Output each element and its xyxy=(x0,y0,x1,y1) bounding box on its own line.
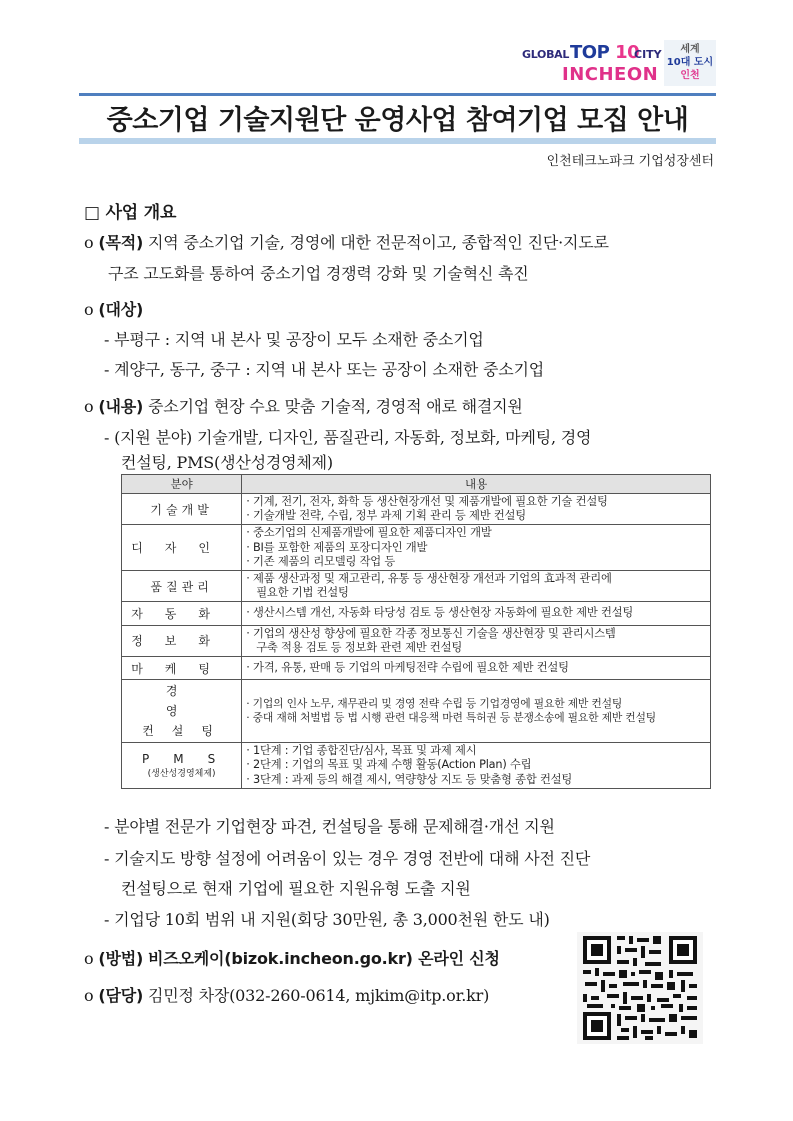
content-line: 구축 적용 검토 등 정보화 관련 제반 컨설팅 xyxy=(256,640,463,654)
global-top10-city-logo xyxy=(522,40,720,88)
field-content xyxy=(242,657,711,680)
content-line: · 기업의 인사 노무, 재무관리 및 경영 전략 수립 등 기업경영에 필요한 제반 컨설팅 xyxy=(246,697,623,711)
title-bottom-band xyxy=(79,138,716,144)
contact-line xyxy=(84,983,489,1006)
table-row xyxy=(122,602,711,625)
field-content xyxy=(242,743,711,789)
content-line: · 기계, 전기, 전자, 화학 등 생산현장개선 및 제품개발에 필요한 기술 컨설팅 xyxy=(246,495,608,508)
table-row xyxy=(122,680,711,743)
content-line: · BI를 포함한 제품의 포장디자인 개발 xyxy=(246,540,428,554)
qr-code-icon xyxy=(577,932,703,1044)
field-name-line1: PMS xyxy=(142,752,240,767)
logo-badge xyxy=(664,40,716,86)
header-content: 내용 xyxy=(242,475,711,494)
content-line: · 가격, 유통, 판매 등 기업의 마케팅전략 수립에 필요한 제반 컨설팅 xyxy=(246,661,569,675)
table-row xyxy=(122,525,711,571)
field-name: 디자인 xyxy=(122,525,242,571)
target-item2: - 계양구, 동구, 중구 : 지역 내 본사 또는 공장이 소재한 중소기업 xyxy=(104,360,545,379)
field-name-line2: (생산성경영체제) xyxy=(147,769,216,780)
table-row xyxy=(122,494,711,525)
bullet: o xyxy=(84,397,94,416)
content-line: · 2단계 : 기업의 목표 및 과제 수행 활동(Action Plan) 수립 xyxy=(246,758,532,772)
target-heading xyxy=(84,297,143,320)
field-content xyxy=(242,494,711,525)
content-line: · 중소기업의 신제품개발에 필요한 제품디자인 개발 xyxy=(246,526,492,540)
logo-top-text xyxy=(570,42,639,63)
badge-line3: 인천 xyxy=(680,70,700,81)
title-top-rule xyxy=(79,93,716,96)
content-line: · 기존 제품의 리모델링 작업 등 xyxy=(246,554,396,568)
method-label: (방법) xyxy=(98,949,144,968)
header-field: 분야 xyxy=(122,475,242,494)
logo-top-word: TOP xyxy=(570,42,610,63)
purpose-text: 지역 중소기업 기술, 경영에 대한 전문적이고, 종합적인 진단·지도로 xyxy=(147,233,609,252)
logo-incheon-text: INCHEON xyxy=(562,64,659,85)
bullet: o xyxy=(84,949,94,968)
table-row xyxy=(122,571,711,602)
bullet: o xyxy=(84,300,94,319)
target-label: (대상) xyxy=(98,300,144,319)
after-table-item2-line2: 컨설팅으로 현재 기업에 필요한 지원유형 도출 지원 xyxy=(121,879,471,898)
table-header-row xyxy=(122,475,711,494)
contact-label: (담당) xyxy=(98,986,144,1005)
section-heading: □ 사업 개요 xyxy=(84,203,177,223)
organization-name: 인천테크노파크 기업성장센터 xyxy=(546,154,714,169)
logo-ten: 10 xyxy=(615,42,640,63)
field-content xyxy=(242,680,711,743)
logo-global-text: GLOBAL xyxy=(522,48,570,61)
badge-line1: 세계 xyxy=(680,44,700,55)
after-table-item2-line1: - 기술지도 방향 설정에 어려움이 있는 경우 경영 전반에 대해 사전 진단 xyxy=(104,849,591,868)
table-row xyxy=(122,625,711,656)
contents-text: 중소기업 현장 수요 맞춤 기술적, 경영적 애로 해결지원 xyxy=(147,397,523,416)
bullet: o xyxy=(84,986,94,1005)
field-content xyxy=(242,625,711,656)
field-name: 마케팅 xyxy=(122,657,242,680)
purpose-line2: 구조 고도화를 통하여 중소기업 경쟁력 강화 및 기술혁신 촉진 xyxy=(108,264,529,283)
fields-line2: 컨설팅, PMS(생산성경영체제) xyxy=(121,453,333,472)
method-line xyxy=(84,946,500,969)
contact-text: 김민정 차장(032-260-0614, mjkim@itp.or.kr) xyxy=(147,986,490,1005)
field-name: 정보화 xyxy=(122,625,242,656)
contents-line xyxy=(84,394,523,417)
badge-line2: 10대 도시 xyxy=(666,57,714,68)
bullet: o xyxy=(84,233,94,252)
purpose-line1 xyxy=(84,230,609,253)
support-fields-table xyxy=(121,474,711,789)
content-line: · 1단계 : 기업 종합진단/심사, 목표 및 과제 제시 xyxy=(246,744,477,758)
field-name xyxy=(122,743,242,789)
contents-label: (내용) xyxy=(98,397,144,416)
fields-line1: - (지원 분야) 기술개발, 디자인, 품질관리, 자동화, 정보화, 마케팅, 경영 xyxy=(104,428,592,447)
content-line: · 제품 생산과정 및 재고관리, 유통 등 생산현장 개선과 기업의 효과적 관리에 xyxy=(246,572,612,586)
field-name-line2: 컨설팅 xyxy=(142,724,231,739)
content-line: · 중대 재해 처벌법 등 법 시행 관련 대응책 마련 특허권 등 분쟁소송에 필요한 제반 컨설팅 xyxy=(246,711,656,725)
content-line: · 생산시스템 개선, 자동화 타당성 검토 등 생산현장 자동화에 필요한 제반 컨설팅 xyxy=(246,606,634,620)
field-name: 자동화 xyxy=(122,602,242,625)
field-name-line1: 경영 xyxy=(165,684,218,719)
field-name: 품질관리 xyxy=(122,571,242,602)
method-text: 비즈오케이(bizok.incheon.go.kr) 온라인 신청 xyxy=(147,949,500,968)
after-table-item3: - 기업당 10회 범위 내 지원(회당 30만원, 총 3,000천원 한도 내) xyxy=(104,910,550,929)
field-content xyxy=(242,602,711,625)
logo-city-text: CITY xyxy=(634,48,662,61)
purpose-label: (목적) xyxy=(98,233,144,252)
field-name xyxy=(122,680,242,743)
after-table-item1: - 분야별 전문가 기업현장 파견, 컨설팅을 통해 문제해결·개선 지원 xyxy=(104,817,555,836)
content-line: · 기술개발 전략, 수립, 정부 과제 기획 관리 등 제반 컨설팅 xyxy=(246,509,526,523)
content-line: · 기업의 생산성 향상에 필요한 각종 정보통신 기술을 생산현장 및 관리시스템 xyxy=(246,626,616,640)
content-line: · 3단계 : 과제 등의 해결 제시, 역량향상 지도 등 맞춤형 종합 컨설팅 xyxy=(246,772,573,786)
table-row xyxy=(122,657,711,680)
field-content xyxy=(242,571,711,602)
field-content xyxy=(242,525,711,571)
target-item1: - 부평구 : 지역 내 본사 및 공장이 모두 소재한 중소기업 xyxy=(104,330,484,349)
field-name: 기술개발 xyxy=(122,494,242,525)
page-title: 중소기업 기술지원단 운영사업 참여기업 모집 안내 xyxy=(106,105,689,136)
qr-code-graphic xyxy=(577,932,703,1044)
content-line: 필요한 기법 컨설팅 xyxy=(256,586,349,600)
table-row xyxy=(122,743,711,789)
